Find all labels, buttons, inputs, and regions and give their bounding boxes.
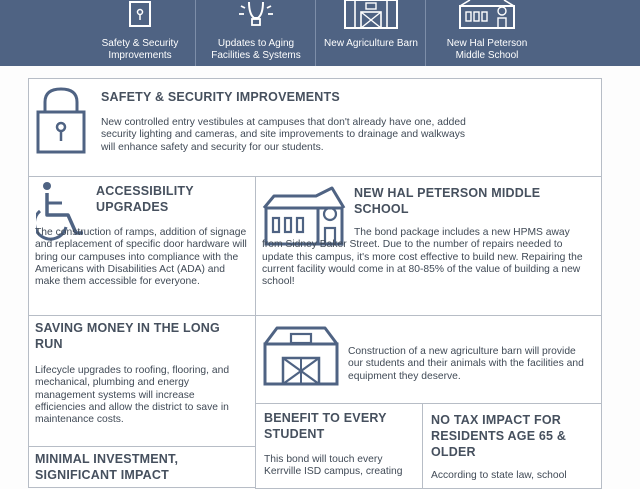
notax-title: NO TAX IMPACT FOR RESIDENTS AGE 65 & OLDER <box>431 413 567 459</box>
banner-divider <box>315 0 316 66</box>
banner-label: Safety & Security Improvements <box>101 38 179 61</box>
banner-label: New Hal Peterson Middle School <box>446 38 528 61</box>
banner-divider <box>425 0 426 66</box>
saving-title: SAVING MONEY IN THE LONG RUN <box>35 321 220 351</box>
banner-label: New Agriculture Barn <box>324 38 418 49</box>
saving-body: Lifecycle upgrades to roofing, flooring, and mechanical, plumbing and energy management systems will increase efficiencies and allow the district to save in maintenance costs. <box>35 365 230 426</box>
banner-item-aging <box>200 0 312 66</box>
benefit-body: This bond will touch every Kerrville ISD campus, creating <box>264 454 403 478</box>
accessibility-title: ACCESSIBILITY UPGRADES <box>96 184 194 214</box>
accessibility-body: The construction of ramps, addition of signage and replacement of specific door hardware will bring our campuses into compliance with the Americans with Disabilities Act (ADA) and make them accessible for everyone. <box>35 227 247 288</box>
safety-body: New controlled entry vestibules at campuses that don't already have one, added security lighting and cameras, and site improvements to drainage and walkways will enhance safety and security for our students. <box>101 117 466 153</box>
school-icon <box>452 0 522 30</box>
minimal-title: MINIMAL INVESTMENT, SIGNIFICANT IMPACT <box>35 452 179 482</box>
notax-body: According to state law, school <box>431 470 567 481</box>
lightbulb-icon <box>233 0 279 30</box>
padlock-icon <box>36 86 86 154</box>
barn-icon <box>343 0 399 30</box>
hpms-body: The bond package includes a new HPMS away from Sidney Baker Street. Due to the number of repairs needed to update this campus, it's more cost effective to build new. Repairing the current facility would come in at 80-85% of the value of building a new school! <box>262 227 583 288</box>
benefit-title: BENEFIT TO EVERY STUDENT <box>264 411 387 441</box>
banner-item-safety <box>90 0 190 66</box>
barn-icon <box>263 324 339 386</box>
lock-icon <box>127 0 153 30</box>
banner-item-barn <box>322 0 420 66</box>
barn-body: Construction of a new agriculture barn will provide our students and their animals with the facilities and equipment they deserve. <box>348 346 584 382</box>
banner-label: Updates to Aging Facilities & Systems <box>211 38 301 61</box>
hpms-title: NEW HAL PETERSON MIDDLE SCHOOL <box>354 186 541 216</box>
safety-title: SAFETY & SECURITY IMPROVEMENTS <box>101 90 340 104</box>
banner-divider <box>195 0 196 66</box>
banner-item-school <box>432 0 542 66</box>
top-banner <box>0 0 640 66</box>
